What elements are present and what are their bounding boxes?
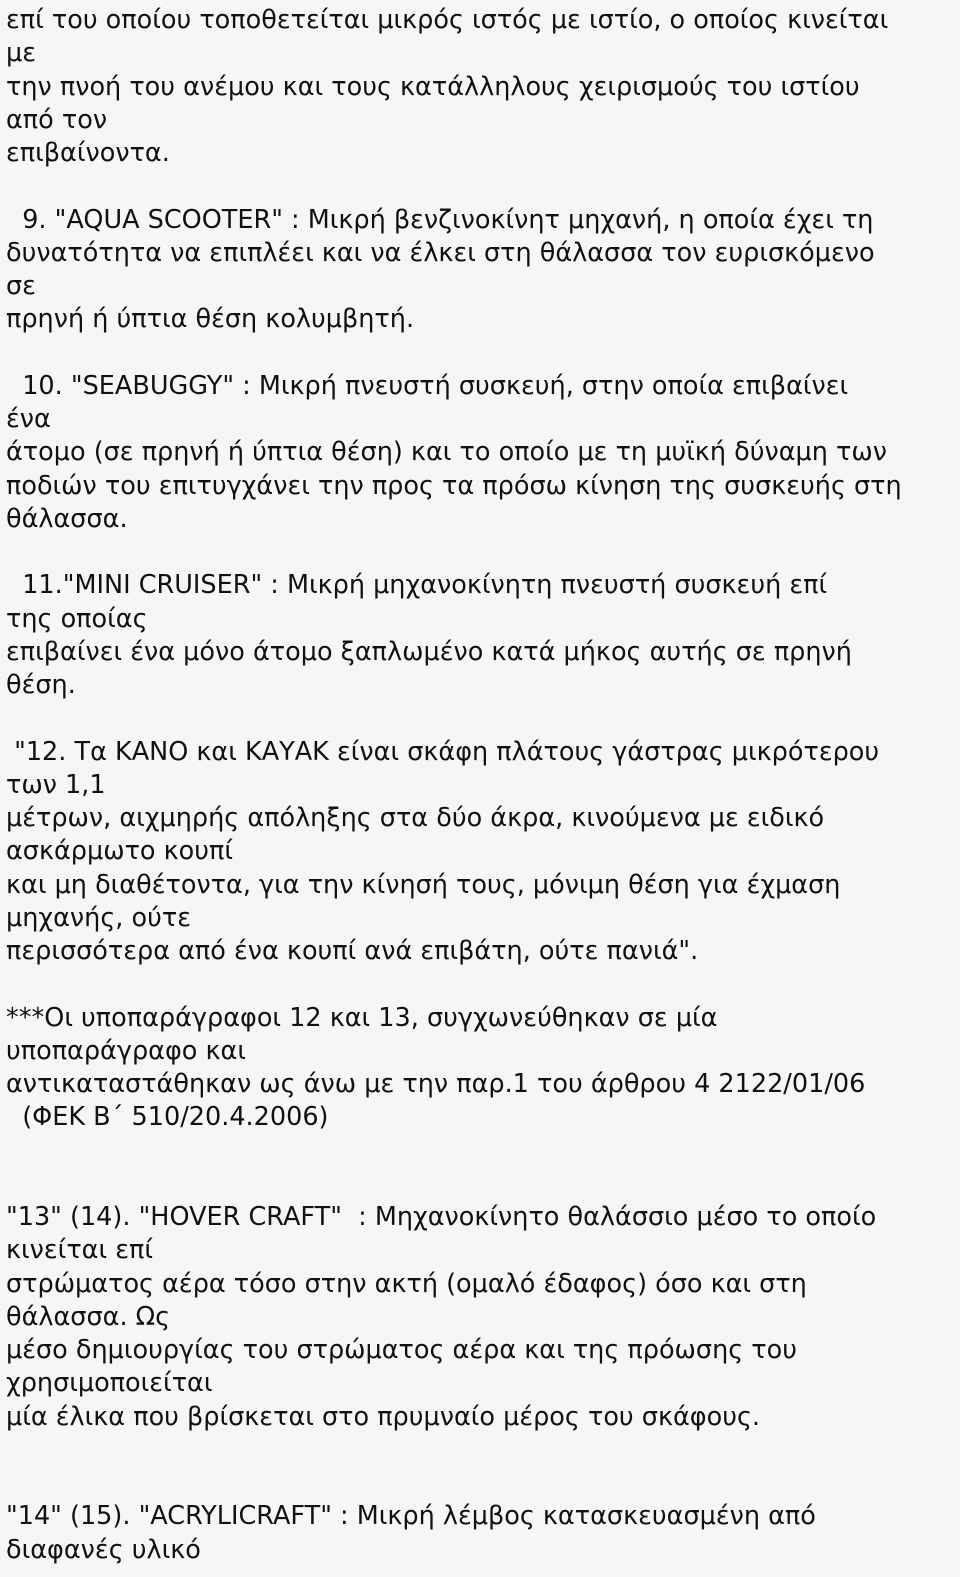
text-line: μέσο δημιουργίας του στρώματος αέρα και της πρόωσης του [6,1335,798,1365]
text-line: ασκάρμωτο κουπί [6,836,233,867]
text-line: "14" (15). "ACRYLICRAFT" : Μικρή λέμβος κατασκευασμένη από [6,1501,816,1532]
text-line: την πνοή του ανέμου και τους κατάλληλους χειρισμούς του ιστίου [6,71,860,102]
text-line: ποδιών του επιτυγχάνει την προς τα πρόσω κίνηση της συσκευής στη [6,470,902,501]
text-line: πρηνή ή ύπτια θέση κολυμβητή. [6,304,415,335]
text-line: 11."MINI CRUISER" : Μικρή μηχανοκίνητη πνευστή συσκευή επί [6,570,828,601]
text-line: διαφανές υλικό [6,1534,201,1565]
text-line: "12. Τα ΚΑΝΟ και ΚΑΥΑΚ είναι σκάφη πλάτους γάστρας μικρότερου [6,736,880,767]
text-line: σε [6,271,36,301]
text-line: επί του οποίου τοποθετείται μικρός ιστός με ιστίο, ο οποίος κινείται [6,5,889,35]
text-line: χρησιμοποιείται [6,1368,213,1399]
text-line: μία έλικα που βρίσκεται στο πρυμναίο μέρος του σκάφους. [6,1401,761,1432]
text-line: από τον [6,104,108,135]
text-line: (ΦΕΚ Β΄ 510/20.4.2006) [6,1102,329,1133]
text-line: με [6,38,37,69]
text-line: στρώματος αέρα τόσο στην ακτή (ομαλό έδαφος) όσο και στη [6,1268,807,1299]
text-line: επιβαίνει ένα μόνο άτομο ξαπλωμένο κατά μήκος αυτής σε πρηνή [6,636,852,667]
text-line: 9. "AQUA SCOOTER" : Μικρή βενζινοκίνητ μηχανή, η οποία έχει τη [6,204,874,235]
text-line: ***Οι υποπαράγραφοι 12 και 13, συγχωνεύθηκαν σε μία [6,1002,718,1033]
text-line: και μη διαθέτοντα, για την κίνησή τους, μόνιμη θέση για έχμαση [6,869,841,900]
text-line: επιβαίνοντα. [6,138,170,168]
text-line: υποπαράγραφο και [6,1035,246,1066]
text-line: μέτρων, αιχμηρής απόληξης στα δύο άκρα, κινούμενα με ειδικό [6,803,825,833]
text-line: θέση. [6,670,76,700]
text-line: της οποίας [6,603,148,634]
text-line: δυνατότητα να επιπλέει και να έλκει στη θάλασσα τον ευρισκόμενο [6,237,875,268]
text-line: θάλασσα. [6,503,128,534]
text-line: θάλασσα. Ως [6,1301,171,1332]
text-line: περισσότερα από ένα κουπί ανά επιβάτη, ούτε πανιά". [6,936,699,966]
text-line: άτομο (σε πρηνή ή ύπτια θέση) και το οποίο με τη μυϊκή δύναμη των [6,437,887,468]
text-line: 10. "SEABUGGY" : Μικρή πνευστή συσκευή, στην οποία επιβαίνει [6,370,849,401]
text-line: ένα [6,404,51,434]
text-line: "13" (14). "HOVER CRAFT" : Μηχανοκίνητο θαλάσσιο μέσο το οποίο [6,1202,877,1232]
text-line: αντικαταστάθηκαν ως άνω με την παρ.1 του άρθρου 4 2122/01/06 [6,1069,866,1099]
text-line: κινείται επί [6,1235,153,1266]
text-line: των 1,1 [6,769,106,800]
text-line: μηχανής, ούτε [6,902,191,933]
